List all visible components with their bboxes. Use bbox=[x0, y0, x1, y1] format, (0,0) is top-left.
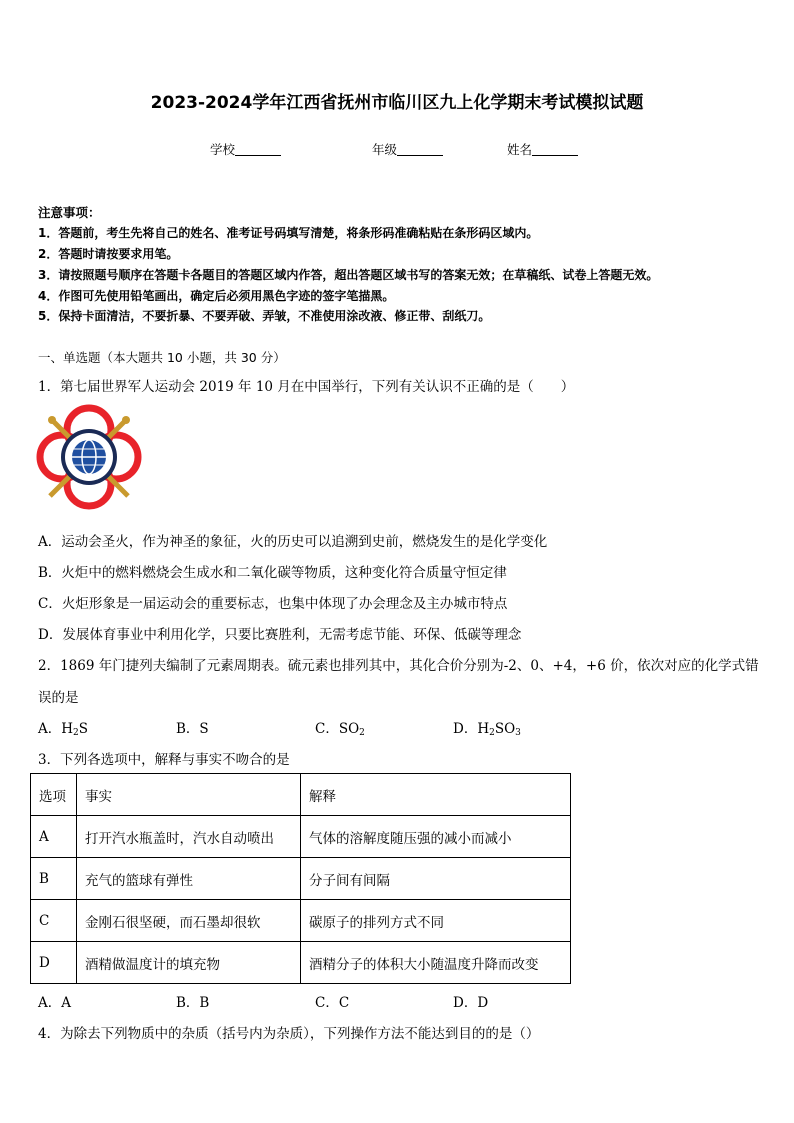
table-cell: 打开汽水瓶盖时，汽水自动喷出 bbox=[77, 816, 301, 858]
emblem-center-seal bbox=[61, 429, 117, 485]
school-blank[interactable] bbox=[235, 143, 281, 156]
question-1-option-b: B．火炬中的燃料燃烧会生成水和二氧化碳等物质，这种变化符合质量守恒定律 bbox=[38, 565, 507, 581]
question-1-option-d: D．发展体育事业中利用化学，只要比赛胜利，无需考虑节能、环保、低碳等理念 bbox=[38, 627, 522, 643]
question-2-option-a: A．$H_2S$ bbox=[38, 721, 89, 738]
table-cell: A bbox=[31, 816, 77, 858]
table-cell: 充气的篮球有弹性 bbox=[77, 858, 301, 900]
name-label: 姓名 bbox=[507, 142, 533, 157]
table-cell: 金刚石很坚硬，而石墨却很软 bbox=[77, 900, 301, 942]
military-games-emblem bbox=[36, 404, 142, 510]
question-2-option-b: B．S bbox=[176, 721, 209, 737]
table-cell: B bbox=[31, 858, 77, 900]
question-1-stem: 1．第七届世界军人运动会 2019 年 10 月在中国举行，下列有关认识不正确的是（ ） bbox=[38, 379, 575, 395]
table-cell: 分子间有间隔 bbox=[301, 858, 571, 900]
question-4-stem: 4．为除去下列物质中的杂质（括号内为杂质），下列操作方法不能达到目的的是（） bbox=[38, 1026, 540, 1042]
question-3-option-b: B．B bbox=[176, 995, 210, 1011]
table-cell: 酒精分子的体积大小随温度升降而改变 bbox=[301, 942, 571, 984]
question-2-option-c: C．$SO_2$ bbox=[315, 721, 365, 738]
table-row bbox=[31, 816, 571, 858]
question-3-option-d: D．D bbox=[453, 995, 489, 1011]
table-cell: 气体的溶解度随压强的减小而减小 bbox=[301, 816, 571, 858]
section-heading: 一、单选题（本大题共 10 小题，共 30 分） bbox=[38, 350, 286, 365]
question-2-option-d: D．$H_2SO_3$ bbox=[453, 721, 521, 738]
note-item: 4．作图可先使用铅笔画出，确定后必须用黑色字迹的签字笔描黑。 bbox=[38, 289, 395, 303]
question-1-option-a: A．运动会圣火，作为神圣的象征，火的历史可以追溯到史前，燃烧发生的是化学变化 bbox=[38, 534, 548, 550]
question-2-stem-line-2: 误的是 bbox=[38, 690, 79, 706]
question-1-option-c: C．火炬形象是一届运动会的重要标志，也集中体现了办会理念及主办城市特点 bbox=[38, 596, 508, 612]
grade-label: 年级 bbox=[372, 142, 398, 157]
note-item: 5．保持卡面清洁，不要折暴、不要弄破、弄皱，不准使用涂改液、修正带、刮纸刀。 bbox=[38, 309, 491, 323]
table-cell: C bbox=[31, 900, 77, 942]
table-cell: 碳原子的排列方式不同 bbox=[301, 900, 571, 942]
school-field bbox=[210, 140, 281, 158]
page-title: 2023-2024学年江西省抚州市临川区九上化学期末考试模拟试题 bbox=[150, 93, 644, 113]
table-header-cell: 选项 bbox=[31, 774, 77, 816]
question-3-option-c: C．C bbox=[315, 995, 350, 1011]
note-item: 1．答题前，考生先将自己的姓名、准考证号码填写清楚，将条形码准确粘贴在条形码区域内。 bbox=[38, 226, 539, 240]
table-row bbox=[31, 858, 571, 900]
school-label: 学校 bbox=[210, 142, 236, 157]
table-cell: D bbox=[31, 942, 77, 984]
table-row bbox=[31, 900, 571, 942]
notes-heading: 注意事项： bbox=[38, 205, 101, 220]
question-2-stem-line-1: 2．1869 年门捷列夫编制了元素周期表。硫元素也排列其中，其化合价分别为-2、0、+4，+6 价，依次对应的化学式错 bbox=[38, 658, 759, 674]
name-field bbox=[507, 140, 578, 158]
question-3-table bbox=[30, 773, 571, 984]
note-item: 2．答题时请按要求用笔。 bbox=[38, 247, 179, 261]
note-item: 3．请按照题号顺序在答题卡各题目的答题区域内作答，超出答题区域书写的答案无效；在草稿纸、试卷上答题无效。 bbox=[38, 268, 659, 282]
table-header-cell: 事实 bbox=[77, 774, 301, 816]
table-cell: 酒精做温度计的填充物 bbox=[77, 942, 301, 984]
table-header-cell: 解释 bbox=[301, 774, 571, 816]
grade-field bbox=[372, 140, 443, 158]
question-3-option-a: A．A bbox=[38, 995, 71, 1011]
grade-blank[interactable] bbox=[397, 143, 443, 156]
table-row bbox=[31, 942, 571, 984]
name-blank[interactable] bbox=[532, 143, 578, 156]
question-3-stem: 3．下列各选项中，解释与事实不吻合的是 bbox=[38, 752, 290, 768]
table-header-row bbox=[31, 774, 571, 816]
